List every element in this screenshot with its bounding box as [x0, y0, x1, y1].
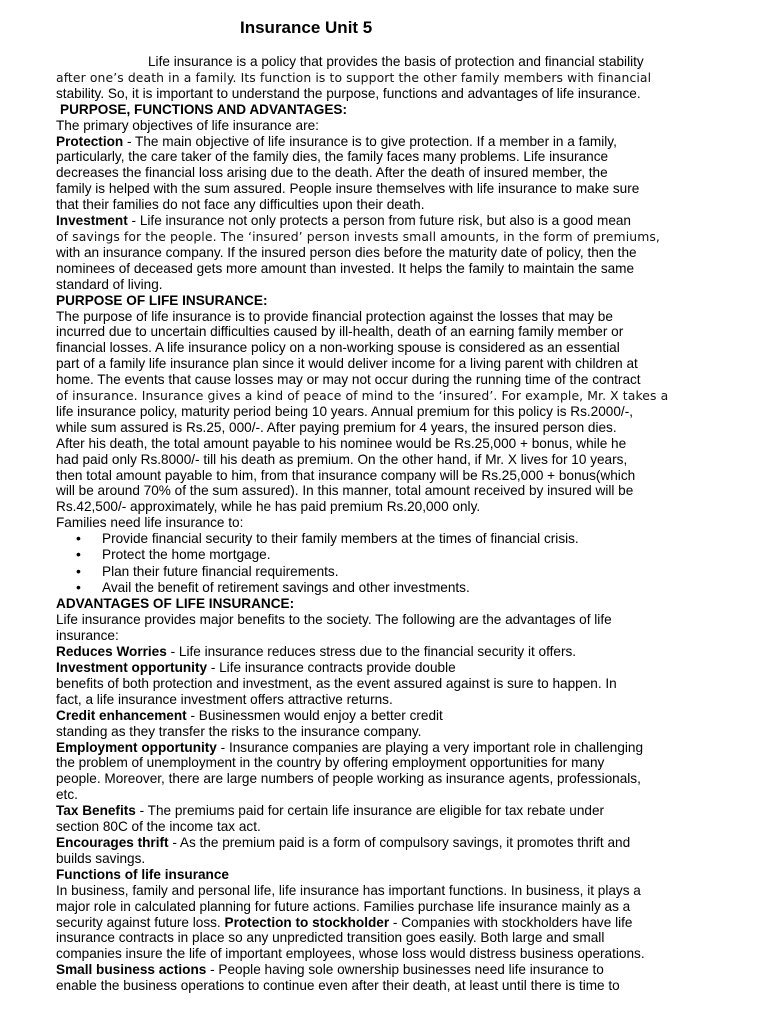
text-line: standard of living.: [56, 276, 163, 292]
intro-paragraph: [56, 54, 676, 102]
term-investment: Investment: [56, 213, 128, 229]
text-line: The purpose of life insurance is to provide financial protection against the losses that may be: [56, 308, 613, 324]
text-line: The primary objectives of life insurance are:: [56, 117, 319, 133]
document-body: [56, 54, 676, 994]
page-title: Insurance Unit 5: [240, 18, 373, 37]
text-line: home. The events that cause losses may or may not occur during the running time of the contract: [56, 372, 641, 388]
text-line: Rs.42,500/- approximately, while he has paid premium Rs.20,000 only.: [56, 499, 481, 515]
text-line: etc.: [56, 787, 78, 803]
text-line: particularly, the care taker of the family dies, the family faces many problems. Life insurance: [56, 149, 609, 165]
encourages-thrift-paragraph: Encourages thrift - As the premium paid is a form of compulsory savings, it promotes thrift and builds savings.: [56, 835, 676, 867]
section-heading-purpose: PURPOSE OF LIFE INSURANCE:: [56, 292, 268, 308]
term-employment-opportunity: Employment opportunity: [56, 739, 217, 755]
term-protection-to-stockholder: Protection to stockholder: [224, 914, 390, 930]
text-line: After his death, the total amount payable to his nominee would be Rs.25,000 + bonus, while he: [56, 435, 627, 451]
list-item: • Avail the benefit of retirement savings and other investments.: [56, 580, 676, 596]
employment-opportunity-paragraph: Employment opportunity - Insurance companies are playing a very important role in challenging the problem of unemployment in the country by offering employment opportunities for many people. Moreover, there are large numbers of people working as insurance agents, professionals, etc.: [56, 740, 676, 804]
list-item: • Plan their future financial requirements.: [56, 564, 676, 580]
term-protection: Protection: [56, 133, 124, 149]
investment-opportunity-paragraph: Investment opportunity - Life insurance contracts provide double benefits of both protection and investment, as the event assured against is sure to happen. In fact, a life insurance investment offers attractive returns.: [56, 660, 676, 708]
term-small-business-actions: Small business actions: [56, 962, 207, 978]
text-line: major role in calculated planning for future actions. Families purchase life insurance mainly as a: [56, 898, 631, 914]
investment-paragraph: Investment - Life insurance not only protects a person from future risk, but also is a good mean of savings for the people. The ‘insured’ person invests small amounts, in the form of premiums, with an insurance company. If the insured person dies before the maturity date of policy, then the nominees of deceased gets more amount than invested. It helps the family to maintain the same standard of living.: [56, 213, 676, 293]
text-line: while sum assured is Rs.25, 000/-. After paying premium for 4 years, the insured person dies.: [56, 419, 617, 435]
list-item: • Protect the home mortgage.: [56, 547, 676, 563]
text-line: after one’s death in a family. Its function is to support the other family members with financial: [56, 69, 652, 85]
advantages-intro: [56, 612, 676, 644]
text-line: then total amount payable to him, from that insurance company will be Rs.25,000 + bonus(which: [56, 467, 636, 483]
text-line: section 80C of the income tax act.: [56, 819, 261, 835]
text-line: Families need life insurance to:: [56, 515, 244, 531]
text-line: standing as they transfer the risks to the insurance company.: [56, 723, 422, 739]
text-line: companies insure the life of important employees, whose loss would distress business operations.: [56, 946, 645, 962]
text-line: had paid only Rs.8000/- till his death as premium. On the other hand, if Mr. X lives for 10 years,: [56, 451, 628, 467]
term-tax-benefits: Tax Benefits: [56, 803, 136, 819]
text-line: insurance contracts in place so any unpredicted transition goes easily. Both large and small: [56, 930, 605, 946]
text-line: people. Moreover, there are large numbers of people working as insurance agents, professionals,: [56, 771, 641, 787]
text-line: financial losses. A life insurance policy on a non-working spouse is considered as an essential: [56, 340, 620, 356]
term-investment-opportunity: Investment opportunity: [56, 660, 208, 675]
needs-bullet-list: [56, 531, 676, 596]
text-line: will be around 70% of the sum assured). In this manner, total amount received by insured will be: [56, 483, 634, 499]
text-line: with an insurance company. If the insured person dies before the maturity date of policy, then the: [56, 244, 637, 260]
text-line: of insurance. Insurance gives a kind of peace of mind to the ‘insured’. For example, Mr. X takes a: [56, 388, 669, 404]
text-line: enable the business operations to continue even after their death, at least until there is time to: [56, 978, 620, 994]
text-line: stability. So, it is important to understand the purpose, functions and advantages of life insurance.: [56, 85, 641, 101]
section-heading-functions: Functions of life insurance: [56, 866, 229, 882]
text-line: builds savings.: [56, 850, 146, 866]
term-reduces-worries: Reduces Worries: [56, 644, 167, 660]
text-line: part of a family life insurance plan since it would deliver income for a living parent with children at: [56, 356, 638, 372]
text-line: the problem of unemployment in the country by offering employment opportunities for many: [56, 755, 605, 771]
text-line: that their families do not face any difficulties upon their death.: [56, 197, 425, 213]
term-credit-enhancement: Credit enhancement: [56, 707, 187, 723]
list-item: • Provide financial security to their family members at the times of financial crisis.: [56, 531, 676, 547]
section-heading-pfa: PURPOSE, FUNCTIONS AND ADVANTAGES:: [60, 101, 347, 117]
text-line: family is helped with the sum assured. People insure themselves with life insurance to make sure: [56, 181, 640, 197]
text-line: incurred due to uncertain difficulties caused by ill-health, death of an earning family member or: [56, 324, 624, 340]
purpose-paragraph: [56, 309, 676, 516]
text-line: decreases the financial loss arising due to the death. After the death of insured member, the: [56, 165, 608, 181]
tax-benefits-paragraph: Tax Benefits - The premiums paid for certain life insurance are eligible for tax rebate under section 80C of the income tax act.: [56, 803, 676, 835]
term-encourages-thrift: Encourages thrift: [56, 834, 169, 850]
section-heading-advantages: ADVANTAGES OF LIFE INSURANCE:: [56, 596, 295, 612]
text-line: benefits of both protection and investment, as the event assured against is sure to happen. In: [56, 675, 617, 691]
text-line: of savings for the people. The ‘insured’ person invests small amounts, in the form of premiums,: [56, 228, 660, 244]
text-line: life insurance policy, maturity period being 10 years. Annual premium for this policy is Rs.2000/-,: [56, 403, 633, 419]
text-line: insurance:: [56, 628, 119, 644]
text-line: nominees of deceased gets more amount than invested. It helps the family to maintain the same: [56, 260, 635, 276]
credit-enhancement-paragraph: Credit enhancement - Businessmen would enjoy a better credit standing as they transfer the risks to the insurance company.: [56, 708, 676, 740]
text-line: In business, family and personal life, life insurance has important functions. In business, it plays a: [56, 882, 641, 898]
functions-paragraph: In business, family and personal life, life insurance has important functions. In business, it plays a major role in calculated planning for future actions. Families purchase life insurance mainly as a security against future loss. Protection to stockholder - Companies with stockholders have life insurance contracts in place so any unpredicted transition goes easily. Both large and small companies insure the life of important employees, whose loss would distress business operations. Small business actions - People having sole ownership businesses need life insurance to enable the business operations to continue even after their death, at least until there is time to: [56, 883, 676, 994]
text-line: Life insurance provides major benefits to the society. The following are the advantages of life: [56, 612, 612, 628]
reduces-worries-paragraph: Reduces Worries - Life insurance reduces stress due to the financial security it offers.: [56, 644, 577, 660]
text-line: Life insurance is a policy that provides the basis of protection and financial stability: [148, 54, 644, 69]
protection-paragraph: Protection - The main objective of life insurance is to give protection. If a member in a family, particularly, the care taker of the family dies, the family faces many problems. Life insurance decreases the financial loss arising due to the death. After the death of insured member, the family is helped with the sum assured. People insure themselves with life insurance to make sure that their families do not face any difficulties upon their death.: [56, 134, 676, 214]
text-line: fact, a life insurance investment offers attractive returns.: [56, 691, 393, 707]
